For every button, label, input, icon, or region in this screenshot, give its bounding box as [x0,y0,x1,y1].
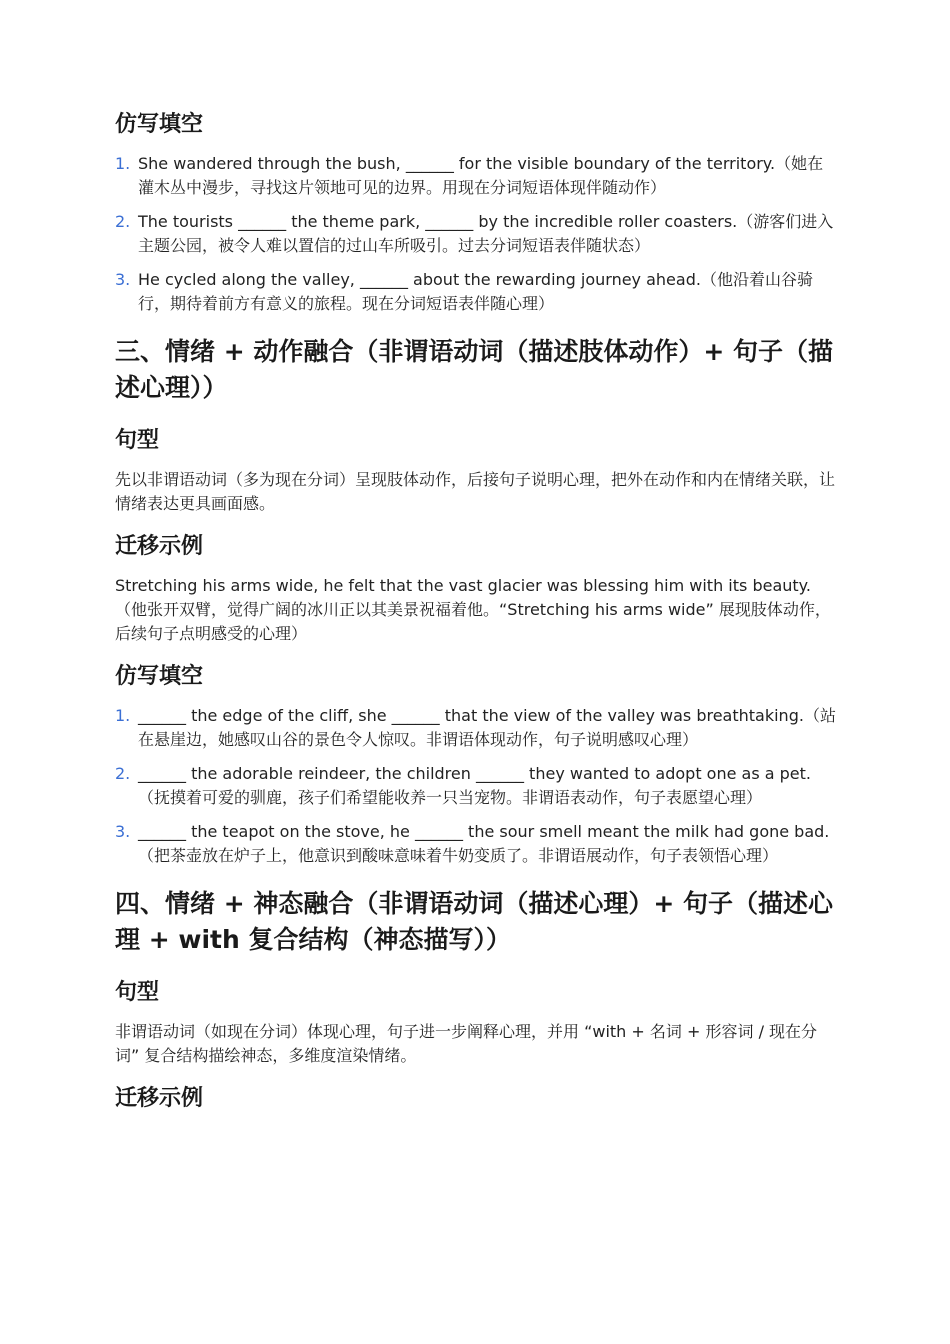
list-item-text: ______ the edge of the cliff, she ______ that the view of the valley was breathtaking.（站在悬崖边，她感叹山谷的景色令人惊叹。非谓语体现动作，句子说明感叹心理） [138,706,836,749]
list-item [115,210,838,258]
fill-list [115,152,838,316]
list-item-text: He cycled along the valley, ______ about the rewarding journey ahead.（他沿着山谷骑行，期待着前方有意义的旅程。现在分词短语表伴随心理） [138,270,813,313]
list-number: 1. [115,154,131,173]
list-number: 3. [115,822,131,841]
pattern-heading: 句型 [115,980,160,1005]
pattern-text: 先以非谓语动词（多为现在分词）呈现肢体动作，后接句子说明心理，把外在动作和内在情绪关联，让情绪表达更具画面感。 [115,470,836,513]
example-text: Stretching his arms wide, he felt that the vast glacier was blessing him with its beauty.（他张开双臂，觉得广阔的冰川正以其美景祝福着他。“Stretching his arms wide” 展现肢体动作，后续句子点明感受的心理） [115,576,831,643]
list-number: 1. [115,706,131,725]
fill-list [115,704,838,868]
example-heading: 迁移示例 [115,1086,204,1111]
list-item-text: She wandered through the bush, ______ for the visible boundary of the territory.（她在灌木丛中漫步，寻找这片领地可见的边界。用现在分词短语体现伴随动作） [138,154,824,197]
list-item [115,820,838,868]
list-number: 2. [115,764,131,783]
list-item [115,762,838,810]
list-item [115,704,838,752]
pattern-heading: 句型 [115,428,160,453]
list-number: 3. [115,270,131,289]
list-item [115,268,838,316]
list-item-text: The tourists ______ the theme park, ______ by the incredible roller coasters.（游客们进入主题公园，被令人难以置信的过山车所吸引。过去分词短语表伴随状态） [138,212,834,255]
fill-heading: 仿写填空 [115,664,204,689]
fill-heading: 仿写填空 [115,112,204,137]
pattern-text: 非谓语动词（如现在分词）体现心理，句子进一步阐释心理，并用 “with + 名词 + 形容词 / 现在分词” 复合结构描绘神态，多维度渲染情绪。 [115,1022,818,1065]
section-title: 三、情绪 + 动作融合（非谓语动词（描述肢体动作）+ 句子（描述心理）） [115,337,834,402]
example-heading: 迁移示例 [115,534,204,559]
list-item [115,152,838,200]
list-item-text: ______ the adorable reindeer, the children ______ they wanted to adopt one as a pet.（抚摸着可爱的驯鹿，孩子们希望能收养一只当宠物。非谓语表动作，句子表愿望心理） [138,764,812,807]
section-title: 四、情绪 + 神态融合（非谓语动词（描述心理）+ 句子（描述心理 + with 复合结构（神态描写）） [115,889,834,954]
list-number: 2. [115,212,131,231]
list-item-text: ______ the teapot on the stove, he ______ the sour smell meant the milk had gone bad.（把茶壶放在炉子上，他意识到酸味意味着牛奶变质了。非谓语展动作，句子表领悟心理） [138,822,830,865]
